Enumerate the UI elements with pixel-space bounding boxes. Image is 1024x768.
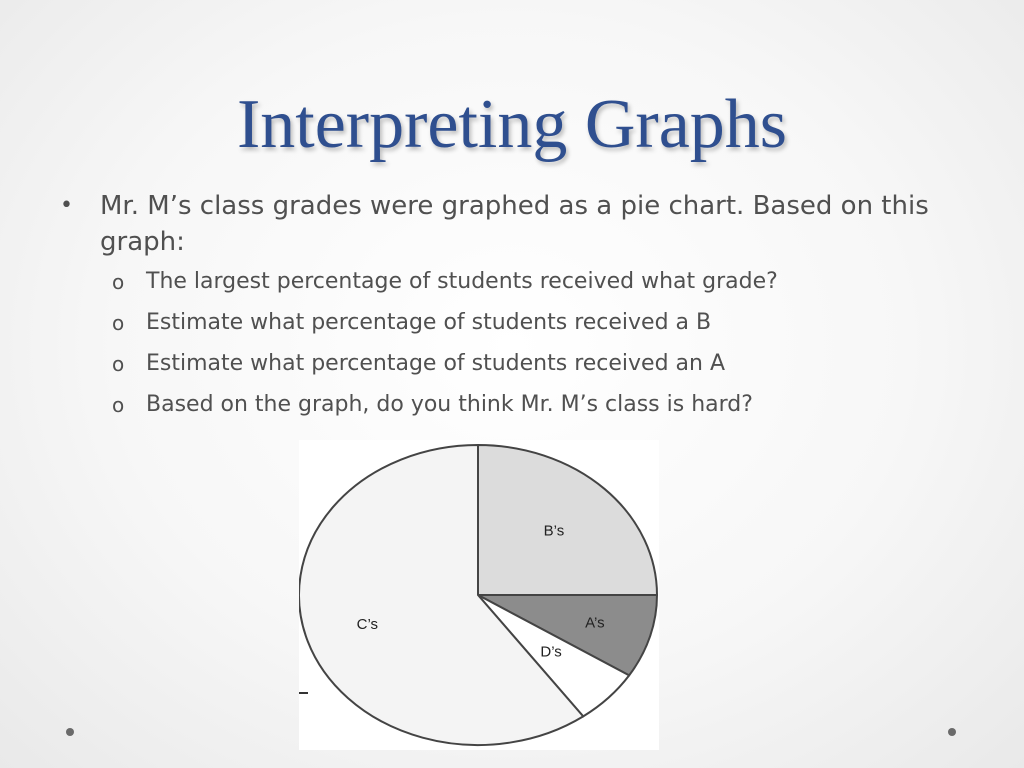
- slide-title: Interpreting Graphs: [236, 86, 788, 163]
- pie-slice-label-3: C’s: [356, 616, 379, 634]
- sub-item-text: Based on the graph, do you think Mr. M’s class is hard?: [146, 392, 753, 417]
- pie-chart-svg: [299, 440, 659, 750]
- slide-corner-dot-right: [948, 728, 956, 736]
- sub-item-text: Estimate what percentage of students received a B: [146, 310, 712, 335]
- pie-slice-label-1: A’s: [585, 614, 605, 632]
- chart-edge-mark: [299, 692, 308, 694]
- sub-item-text: Estimate what percentage of students received an A: [146, 351, 726, 376]
- pie-chart: [299, 440, 659, 750]
- sub-item-text: The largest percentage of students received what grade?: [146, 269, 778, 294]
- slide-corner-dot-left: [66, 728, 74, 736]
- sub-marker: o: [112, 393, 125, 417]
- sub-item-percent-a: [60, 348, 980, 380]
- bullet-text: Mr. M’s class grades were graphed as a pie chart. Based on this graph:: [100, 191, 929, 257]
- sub-marker: o: [112, 270, 125, 294]
- pie-slice-0: [478, 445, 657, 595]
- sub-item-largest-grade: [60, 266, 980, 298]
- sub-marker: o: [112, 352, 125, 376]
- sub-list: [60, 266, 980, 421]
- slide-content: [60, 188, 980, 430]
- sub-marker: o: [112, 311, 125, 335]
- bullet-item: [60, 188, 980, 260]
- pie-slice-label-0: B’s: [543, 522, 565, 540]
- pie-slice-label-2: D’s: [540, 643, 562, 661]
- bullet-marker: •: [60, 193, 73, 218]
- sub-item-class-hard: [60, 389, 980, 421]
- sub-item-percent-b: [60, 307, 980, 339]
